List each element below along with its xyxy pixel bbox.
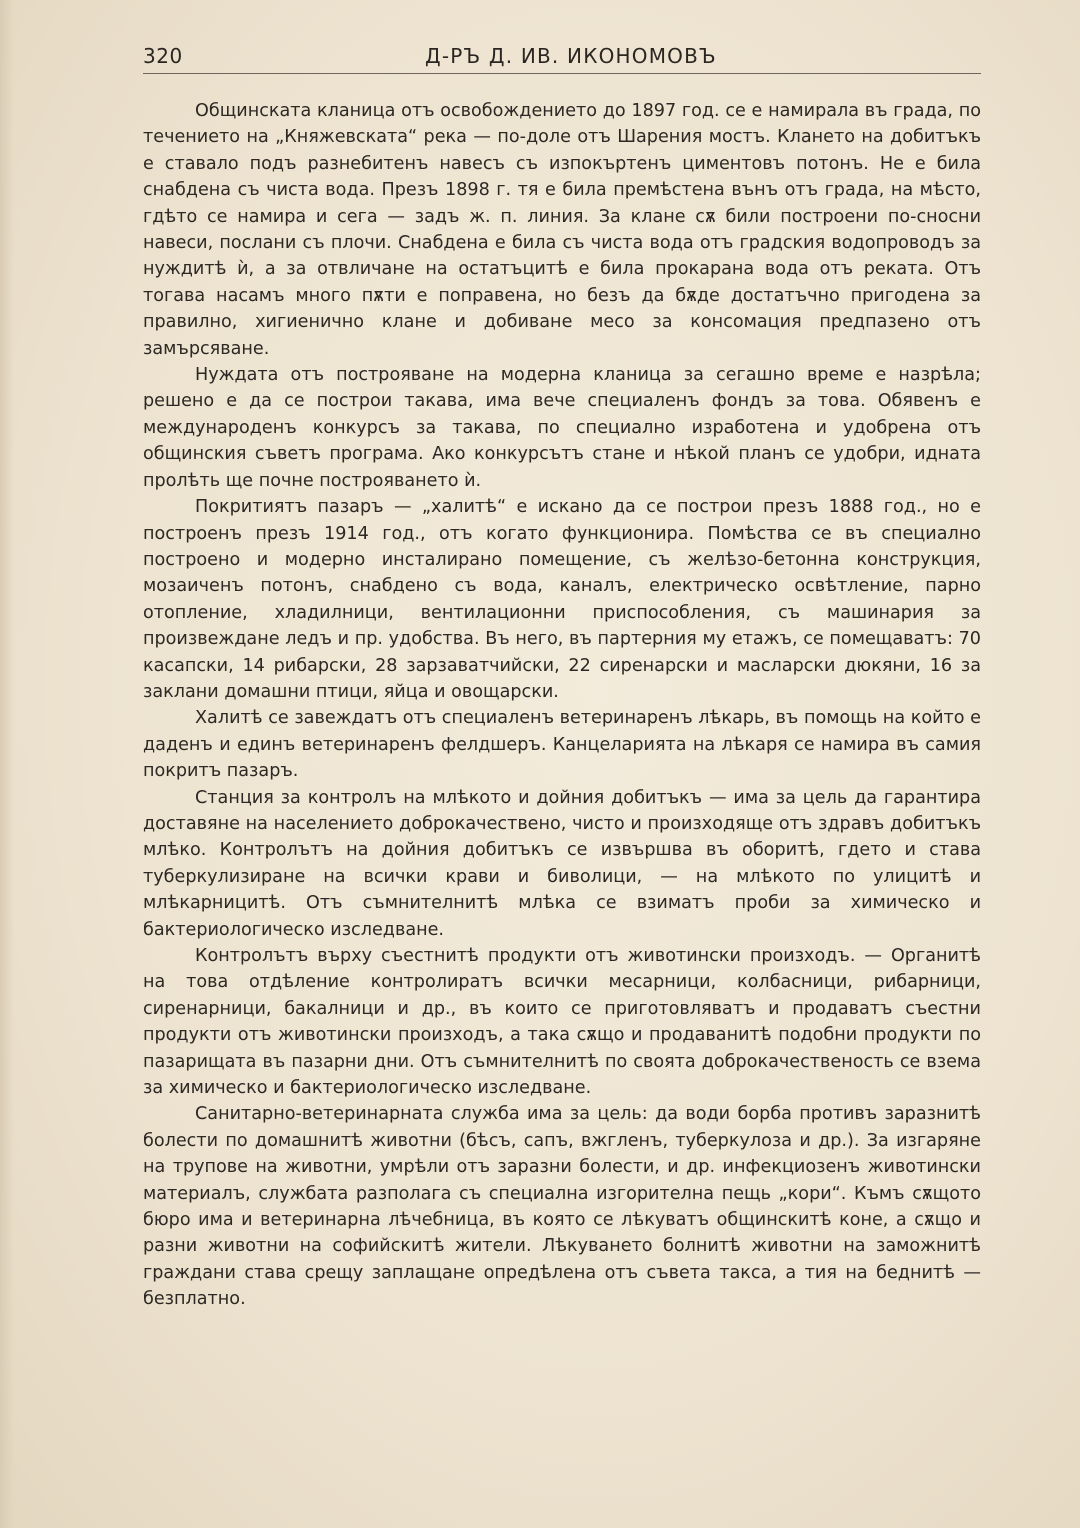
paragraph-milk-control-station: Станция за контролъ на млѣкото и дойния добитъкъ — има за цель да гарантира доставяне на населението доброкачествено, чисто и произходяще отъ здравъ добитъкъ млѣко. Контролътъ на дойния добитъкъ се извършва въ оборитѣ, гдето и става туберкулизиране на всички крави и биволици, — на млѣкото по улицитѣ и млѣкарницитѣ. Отъ съмнителнитѣ млѣка се взиматъ проби за химическо и бактериологическо изследване. <box>143 787 981 940</box>
page-header <box>143 44 981 76</box>
body-text <box>143 98 981 1313</box>
paragraph-covered-market: Покритиятъ пазаръ — „халитѣ“ е искано да се построи презъ 1888 год., но е построенъ презъ 1914 год., отъ когато функционира. Помѣства се въ специално построено и модерно инсталирано помещение, съ желѣзо-бетонна конструкция, мозаиченъ потонъ, снабдено съ вода, каналъ, електрическо освѣтление, парно отопление, хладилници, вентилационни приспособления, съ машинария за произвеждане ледъ и пр. удобства. Въ него, въ партерния му етажъ, се помещаватъ: 70 касапски, 14 рибарски, 28 зарзаватчийски, 22 сиренарски и масларски дюкяни, 16 за заклани домашни птици, яйца и овощарски. <box>143 497 981 702</box>
page-gutter-shadow <box>0 0 14 1528</box>
page-number: 320 <box>143 44 183 68</box>
paragraph-sanitary-veterinary-service: Санитарно-ветеринарната служба има за цель: да води борба противъ заразнитѣ болести по домашнитѣ животни (бѣсъ, сапъ, вжгленъ, туберкулоза и др.). За изгаряне на трупове на животни, умрѣли отъ заразни болести, и др. инфекциозенъ животински материалъ, службата разполага съ специална изгорителна пещь „кори“. Къмъ сѫщото бюро има и ветеринарна лѣчебница, въ която се лѣкуватъ общинскитѣ коне, а сѫщо и разни животни на софийскитѣ жители. Лѣкуването болнитѣ животни на заможнитѣ граждани става срещу заплащане опредѣлена отъ съвета такса, а тия на беднитѣ — безплатно. <box>143 1104 981 1310</box>
paragraph-market-administration: Халитѣ се завеждатъ отъ специаленъ ветеринаренъ лѣкарь, въ помощь на който е даденъ и единъ ветеринаренъ фелдшеръ. Канцеларията на лѣкаря се намира въ самия покритъ пазаръ. <box>143 708 981 782</box>
paragraph-new-slaughterhouse: Нуждата отъ построяване на модерна кланица за сегашно време е назрѣла; решено е да се построи такава, има вече специаленъ фондъ за това. Обявенъ е международенъ конкурсъ за такава, по специално изработена и удобрена отъ общинския съветъ програма. Ако конкурсътъ стане и нѣкой планъ се удобри, идната пролѣть ще почне построяването ѝ. <box>143 365 981 491</box>
running-head-author: Д-РЪ Д. ИВ. ИКОНОМОВЪ <box>425 44 717 68</box>
paragraph-slaughterhouse-history: Общинската кланица отъ освобождението до 1897 год. се е намирала въ града, по течението на „Княжевската“ река — по-доле отъ Шарения мостъ. Клането на добитъкъ е ставало подъ разнебитенъ навесъ съ изпокъртенъ циментовъ потонъ. Не е била снабдена съ чиста вода. Презъ 1898 г. тя е била премѣстена вънъ отъ града, на мѣсто, гдѣто се намира и сега — задъ ж. п. линия. За клане сѫ били построени по-сносни навеси, послани съ плочи. Снабдена е била съ чиста вода отъ градския водопроводъ за нуждитѣ ѝ, а за отвличане на остатъцитѣ е била прокарана вода отъ реката. Отъ тогава насамъ много пѫти е поправена, но безъ да бѫде достатъчно пригодена за правилно, хигиенично клане и добиване месо за консомация предпазено отъ замърсяване. <box>143 101 981 359</box>
header-rule <box>143 73 981 74</box>
paragraph-food-products-control: Контролътъ върху съестнитѣ продукти отъ животински произходъ. — Органитѣ на това отдѣление контролиратъ всички месарници, колбасници, рибарници, сиренарници, бакалници и др., въ които се приготовляватъ и продаватъ съестни продукти отъ животински произходъ, а така сѫщо и продаванитѣ подобни продукти по пазарищата въ пазарни дни. Отъ съмнителнитѣ по своята доброкачественость се взема за химическо и бактериологическо изследване. <box>143 946 981 1099</box>
